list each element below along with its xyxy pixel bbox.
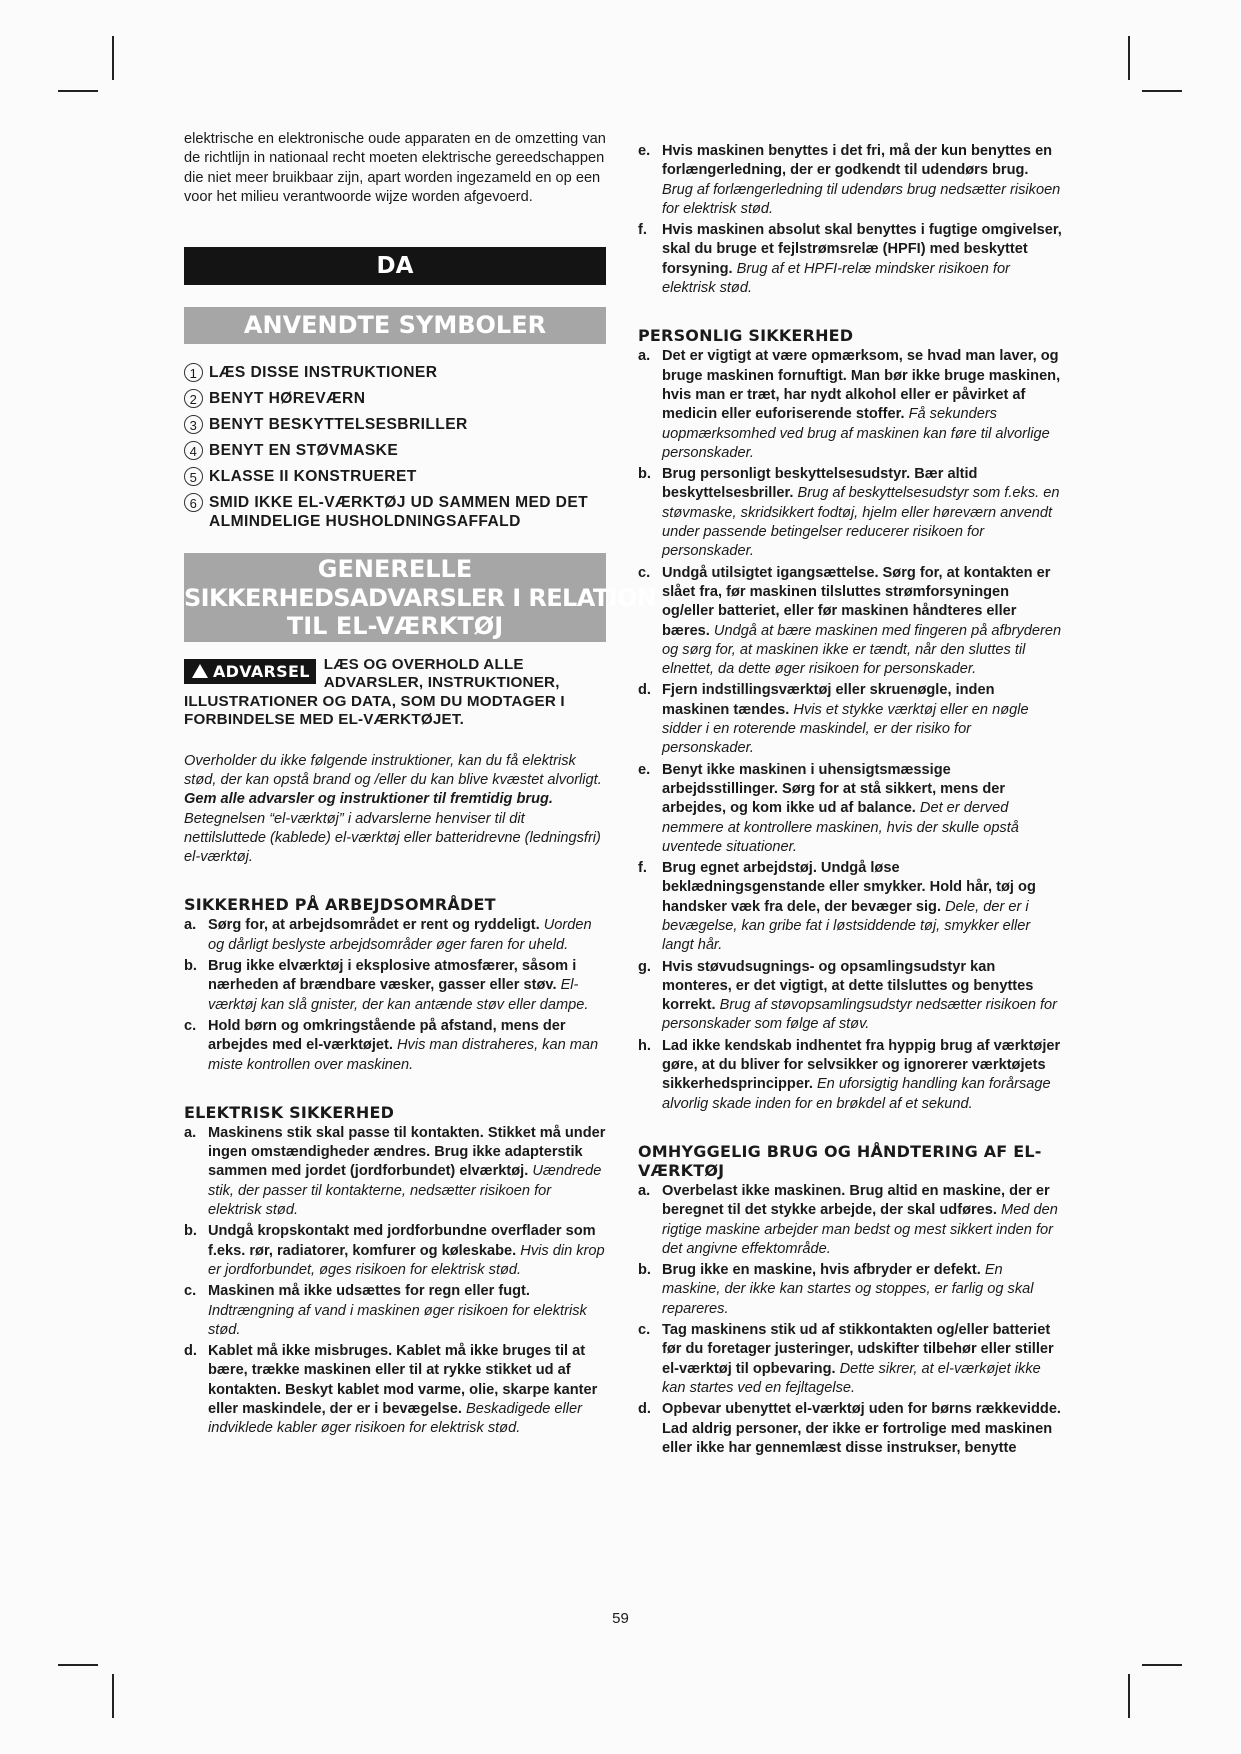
item-bold: Overbelast ikke maskinen. Brug altid en maskine, der er beregnet til det stykke arbejde, der skal udføres. bbox=[662, 1182, 1050, 1219]
item-bold: Kablet må ikke misbruges. Kablet må ikke bruges til at bære, trække maskinen eller til at rykke stikket ud af kontakten. Beskyt kablet mod varme, olie, skarpe kanter eller maskindele, der er i bevægelse. bbox=[208, 1343, 598, 1417]
warning-triangle-icon bbox=[192, 664, 208, 678]
section-title: OMHYGGELIG BRUG OG HÅNDTERING AF EL-VÆRKTØJ bbox=[638, 1141, 1042, 1180]
item-letter: c. bbox=[184, 1283, 197, 1300]
item-text bbox=[662, 142, 1062, 219]
item-letter: a. bbox=[184, 1124, 197, 1141]
item-bold: Tag maskinens stik ud af stikkontakten og/eller batteriet før du foretager justeringer, udskifter tilbehør eller stiller el-værktøj til opbevaring. bbox=[662, 1322, 1054, 1377]
item-letter: f. bbox=[638, 860, 647, 877]
symbol-item bbox=[184, 415, 606, 434]
symbol-item bbox=[184, 363, 606, 382]
section-title: SIKKERHED PÅ ARBEJDSOMRÅDET bbox=[184, 895, 496, 915]
general-heading-line-1: GENERELLE bbox=[317, 555, 473, 584]
crop-mark-bottom-right-h bbox=[1142, 1664, 1182, 1666]
item-text bbox=[208, 1282, 606, 1340]
symbol-text: LÆS DISSE INSTRUKTIONER bbox=[209, 364, 438, 382]
item-text bbox=[662, 761, 1062, 857]
section bbox=[184, 895, 606, 1074]
symbol-number-icon: 5 bbox=[184, 467, 203, 486]
item-text bbox=[662, 859, 1062, 955]
general-intro-bold: Gem alle advarsler og instruktioner til fremtidig brug. bbox=[184, 791, 553, 808]
symbol-item bbox=[184, 467, 606, 486]
left-sections bbox=[184, 895, 606, 1438]
item-letter: a. bbox=[638, 1182, 651, 1199]
item-italic: Undgå at bære maskinen med fingeren på afbryderen og sørg for, at maskinen ikke er tændt, når den sluttes til elnettet, da dette øger risikoen for personskader. bbox=[662, 622, 1062, 678]
symbol-number-icon: 3 bbox=[184, 415, 203, 434]
item-text bbox=[208, 1222, 606, 1280]
item-text bbox=[662, 1182, 1062, 1259]
list-item bbox=[638, 958, 1062, 1035]
item-italic: Få sekunders uopmærksomhed ved brug af maskinen kan føre til alvorlige personskader. bbox=[662, 406, 1050, 461]
item-bold: Brug personligt beskyttelsesudstyr. Bær altid beskyttelsesbriller. bbox=[662, 466, 978, 502]
list-item bbox=[638, 347, 1062, 463]
item-text bbox=[662, 958, 1062, 1035]
list-item bbox=[638, 859, 1062, 955]
item-bold: Det er vigtigt at være opmærksom, se hvad man laver, og bruge maskinen fornuftigt. Man bør ikke bruge maskinen, hvis man er træt, har nydt alkohol eller er påvirket af medicin eller euforiserende stoffer. bbox=[662, 348, 1061, 423]
item-italic: Hvis man distraheres, kan man miste kontrollen over maskinen. bbox=[208, 1037, 599, 1073]
item-letter: e. bbox=[638, 143, 651, 159]
item-letter: b. bbox=[638, 1262, 651, 1279]
right-sections bbox=[638, 326, 1062, 1458]
right-top-items bbox=[638, 142, 1062, 298]
list-item bbox=[184, 957, 606, 1015]
warning-block bbox=[184, 656, 606, 730]
item-text bbox=[662, 221, 1062, 298]
right-column bbox=[638, 142, 1062, 1460]
item-letter: d. bbox=[638, 682, 651, 699]
item-italic: Hvis et stykke værktøj eller en nøgle sidder i en roterende maskindel, er der risiko for personskader. bbox=[662, 701, 1029, 757]
general-intro-2: Betegnelsen “el-værktøj” i advarslerne henviser til dit nettilsluttede (kablede) el-værktøj eller batteridrevne (ledningsfri) el-værktøj. bbox=[184, 810, 601, 866]
item-letter: b. bbox=[184, 1223, 197, 1240]
item-text bbox=[208, 916, 606, 955]
item-text bbox=[662, 681, 1062, 758]
item-italic: Brug af støvopsamlingsudstyr nedsætter risikoen for personskader som følge af støv. bbox=[662, 997, 1058, 1033]
symbol-text: BENYT EN STØVMASKE bbox=[209, 442, 399, 460]
item-text bbox=[662, 1261, 1062, 1319]
item-letter: h. bbox=[638, 1037, 651, 1054]
item-bold: Hold børn og omkringstående på afstand, mens der arbejdes med el-værktøjet. bbox=[208, 1017, 566, 1054]
item-italic: Med den rigtige maskine arbejder man bedst og mest sikkert inden for det angivne effektområde. bbox=[662, 1202, 1058, 1257]
symbols-list bbox=[184, 363, 606, 531]
list-item bbox=[638, 1400, 1062, 1458]
item-italic: Beskadigede eller indviklede kabler øger risikoen for elektrisk stød. bbox=[208, 1401, 582, 1437]
item-letter: b. bbox=[184, 958, 197, 975]
item-italic: Uorden og dårligt beslyste arbejdsområder øger faren for uheld. bbox=[208, 917, 592, 953]
item-letter: a. bbox=[184, 917, 197, 934]
list-item bbox=[638, 142, 1062, 219]
list-item bbox=[638, 1321, 1062, 1398]
symbol-text: BENYT HØREVÆRN bbox=[209, 390, 366, 408]
crop-mark-bottom-left-v bbox=[112, 1674, 114, 1718]
general-heading bbox=[184, 553, 657, 642]
general-intro bbox=[184, 752, 606, 868]
item-letter: c. bbox=[638, 564, 651, 581]
symbol-item bbox=[184, 441, 606, 460]
item-text bbox=[208, 1017, 606, 1075]
list-item bbox=[638, 564, 1062, 680]
item-bold: Brug ikke en maskine, hvis afbryder er defekt. bbox=[662, 1262, 981, 1279]
item-italic: Det er derved nemmere at kontrollere maskinen, hvis der skulle opstå uventede situationer. bbox=[662, 800, 1019, 855]
list-item bbox=[184, 1342, 606, 1438]
list-item bbox=[638, 1182, 1062, 1259]
symbol-number-icon: 1 bbox=[184, 363, 203, 382]
item-bold: Benyt ikke maskinen i uhensigtsmæssige arbejdsstillinger. Sørg for at stå sikkert, mens der arbejdes, og kom ikke ud af balance. bbox=[662, 761, 1006, 817]
item-letter: f. bbox=[638, 222, 647, 239]
item-letter: c. bbox=[184, 1017, 197, 1034]
item-bold: Hvis maskinen benyttes i det fri, må der kun benyttes en forlængerledning, der er godkendt til udendørs brug. bbox=[662, 143, 1053, 179]
item-bold: Undgå utilsigtet igangsættelse. Sørg for, at kontakten er slået fra, før maskinen tilsluttes strømforsyningen og/eller batteriet, eller før maskinen håndteres eller bæres. bbox=[662, 564, 1051, 639]
item-italic: Indtrængning af vand i maskinen øger risikoen for elektrisk stød. bbox=[208, 1302, 587, 1338]
list-item bbox=[184, 1017, 606, 1075]
item-bold: Sørg for, at arbejdsområdet er rent og ryddeligt. bbox=[208, 917, 540, 934]
crop-mark-bottom-right-v bbox=[1128, 1674, 1130, 1718]
item-bold: Opbevar ubenyttet el-værktøj uden for børns rækkevidde. Lad aldrig personer, der ikke er fortrolige med maskinen eller ikke har gennemlæst disse instrukser, benytte bbox=[662, 1401, 1061, 1456]
list-item bbox=[184, 1222, 606, 1280]
item-text bbox=[662, 1037, 1062, 1114]
symbol-number-icon: 4 bbox=[184, 441, 203, 460]
item-italic: Hvis din krop er jordforbundet, øges risikoen for elektrisk stød. bbox=[208, 1242, 605, 1278]
item-text bbox=[662, 1321, 1062, 1398]
warning-badge bbox=[184, 659, 316, 685]
item-bold: Maskinen må ikke udsættes for regn eller fugt. bbox=[208, 1283, 530, 1300]
symbol-text: SMID IKKE EL-VÆRKTØJ UD SAMMEN MED DET ALMINDELIGE HUSHOLDNINGSAFFALD bbox=[209, 494, 589, 531]
item-italic: Brug af forlængerledning til udendørs brug nedsætter risikoen for elektrisk stød. bbox=[662, 181, 1061, 217]
item-italic: Dele, der er i bevægelse, kan gribe fat i løstsiddende tøj, smykker eller langt hår. bbox=[662, 898, 1031, 954]
item-bold: Fjern indstillingsværktøj eller skruenøgle, inden maskinen tændes. bbox=[662, 682, 995, 718]
item-bold: Undgå kropskontakt med jordforbundne overflader som f.eks. rør, radiatorer, komfurer og køleskabe. bbox=[208, 1223, 596, 1259]
item-letter: d. bbox=[184, 1343, 197, 1360]
list-item bbox=[638, 761, 1062, 857]
item-italic: El-værktøj kan slå gnister, der kan antænde støv eller dampe. bbox=[208, 977, 589, 1013]
warning-label: ADVARSEL bbox=[213, 661, 310, 681]
item-italic: Dette sikrer, at el-værkøjet ikke kan startes ved en fejltagelse. bbox=[662, 1360, 1041, 1396]
item-bold: Brug egnet arbejdstøj. Undgå løse beklædningsgenstande eller smykker. Hold hår, tøj og handsker væk fra dele, der bevæger sig. bbox=[662, 860, 1036, 915]
item-bold: Brug ikke elværktøj i eksplosive atmosfærer, såsom i nærheden af brændbare væsker, gasser eller støv. bbox=[208, 958, 577, 994]
general-intro-1: Overholder du ikke følgende instruktioner, kan du få elektrisk stød, der kan opstå brand og /eller du kan blive kvæstet alvorligt. bbox=[184, 752, 602, 788]
symbol-text: BENYT BESKYTTELSESBRILLER bbox=[209, 416, 468, 434]
symbol-number-icon: 6 bbox=[184, 493, 203, 512]
list-item bbox=[638, 1037, 1062, 1114]
item-bold: Lad ikke kendskab indhentet fra hyppig brug af værktøjer gøre, at du bliver for selvsikker og ignorerer værktøjets sikkerhedsprincipper. bbox=[662, 1037, 1061, 1093]
item-italic: Brug af et HPFI-relæ mindsker risikoen for elektrisk stød. bbox=[662, 260, 1010, 297]
item-letter: b. bbox=[638, 466, 651, 483]
item-text bbox=[208, 1124, 606, 1220]
left-column bbox=[184, 130, 657, 1441]
crop-mark-top-right-v bbox=[1128, 36, 1130, 80]
item-bold: Hvis støvudsugnings- og opsamlingsudstyr kan monteres, er det vigtigt, at dette tilsluttes og benyttes korrekt. bbox=[662, 958, 1034, 1014]
item-italic: En maskine, der ikke kan startes og stoppes, er farlig og skal repareres. bbox=[662, 1262, 1034, 1317]
item-text bbox=[662, 347, 1062, 463]
item-text bbox=[662, 1400, 1062, 1458]
item-letter: a. bbox=[638, 348, 651, 365]
item-italic: En uforsigtig handling kan forårsage alvorlig skade inden for en brøkdel af et sekund. bbox=[662, 1076, 1051, 1112]
item-letter: d. bbox=[638, 1401, 651, 1418]
section bbox=[638, 326, 1062, 1114]
section bbox=[184, 1103, 606, 1439]
list-item bbox=[184, 916, 606, 955]
list-item bbox=[638, 221, 1062, 298]
general-heading-line-3: TIL EL-VÆRKTØJ bbox=[286, 612, 504, 641]
item-text bbox=[662, 465, 1062, 561]
warning-text: LÆS OG OVERHOLD ALLE ADVARSLER, INSTRUKTIONER, ILLUSTRATIONER OG DATA, SOM DU MODTAGER I FORBINDELSE MED EL-VÆRKTØJET. bbox=[184, 655, 565, 729]
section-title: ELEKTRISK SIKKERHED bbox=[184, 1102, 395, 1122]
list-item bbox=[638, 1261, 1062, 1319]
section bbox=[638, 1142, 1062, 1458]
general-heading-line-2: SIKKERHEDSADVARSLER I RELATION bbox=[184, 583, 657, 612]
list-item bbox=[638, 465, 1062, 561]
item-text bbox=[208, 957, 606, 1015]
item-text bbox=[208, 1342, 606, 1438]
item-letter: g. bbox=[638, 958, 651, 975]
language-banner: DA bbox=[184, 247, 606, 285]
intro-paragraph: elektrische en elektronische oude apparaten en de omzetting van de richtlijn in nationaal recht moeten elektrische gereedschappen die niet meer bruikbaar zijn, apart worden ingezameld en op een voor het milieu verantwoorde wijze worden afgevoerd. bbox=[184, 131, 606, 205]
section-title: PERSONLIG SIKKERHED bbox=[638, 326, 854, 346]
crop-mark-top-left-h bbox=[58, 90, 98, 92]
symbol-number-icon: 2 bbox=[184, 389, 203, 408]
symbols-heading: ANVENDTE SYMBOLER bbox=[184, 307, 606, 344]
item-letter: e. bbox=[638, 761, 651, 778]
item-letter: c. bbox=[638, 1322, 651, 1339]
item-text bbox=[662, 564, 1062, 680]
page-number: 59 bbox=[612, 1610, 629, 1627]
crop-mark-bottom-left-h bbox=[58, 1664, 98, 1666]
symbol-item bbox=[184, 389, 606, 408]
item-bold: Hvis maskinen absolut skal benyttes i fugtige omgivelser, skal du bruge et fejlstrømsrelæ (HPFI) med beskyttet forsyning. bbox=[662, 222, 1062, 277]
item-bold: Maskinens stik skal passe til kontakten. Stikket må under ingen omstændigheder ændres. Brug ikke adapterstik sammen med jordet (jordforbundet) elværktøj. bbox=[208, 1124, 606, 1180]
symbol-text: KLASSE II KONSTRUERET bbox=[209, 468, 417, 486]
item-italic: Uændrede stik, der passer til kontakterne, nedsætter risikoen for elektrisk stød. bbox=[208, 1163, 602, 1219]
item-italic: Brug af beskyttelsesudstyr som f.eks. en støvmaske, skridsikkert fodtøj, hjelm eller høreværn anvendt under passende betingelser reducerer risikoen for personskader. bbox=[662, 485, 1060, 560]
list-item bbox=[638, 681, 1062, 758]
list-item bbox=[184, 1282, 606, 1340]
symbol-item bbox=[184, 493, 606, 531]
crop-mark-top-left-v bbox=[112, 36, 114, 80]
crop-mark-top-right-h bbox=[1142, 90, 1182, 92]
list-item bbox=[184, 1124, 606, 1220]
